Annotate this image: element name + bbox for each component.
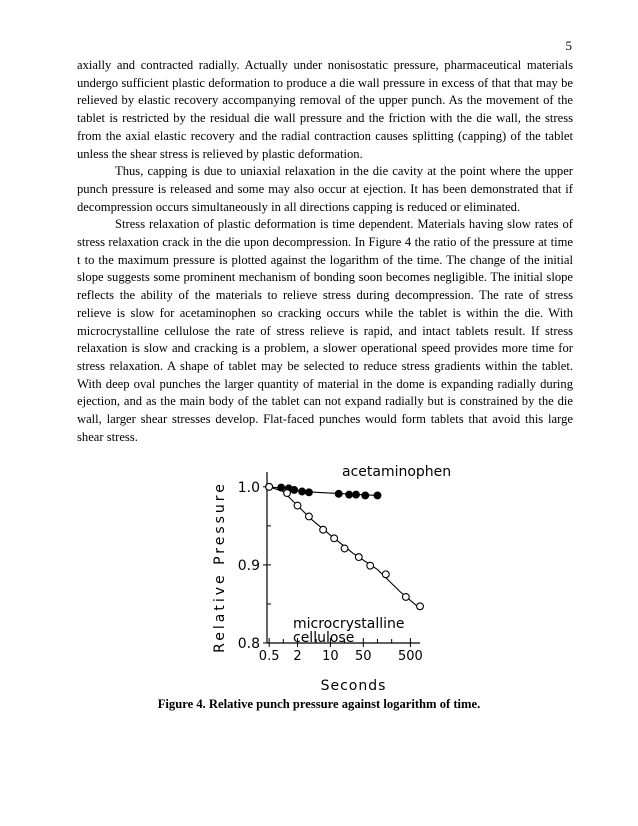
acetaminophen-point xyxy=(306,489,313,496)
acetaminophen-point xyxy=(291,487,298,494)
y-tick-label: 0.9 xyxy=(237,557,260,574)
acetaminophen-point xyxy=(335,490,342,497)
acetaminophen-point xyxy=(278,484,285,491)
microcrystalline-cellulose-point xyxy=(402,594,409,601)
acetaminophen-point xyxy=(353,491,360,498)
microcrystalline-cellulose-point xyxy=(367,562,374,569)
microcrystalline-cellulose-point xyxy=(320,526,327,533)
microcrystalline-cellulose-point xyxy=(266,483,273,490)
acetaminophen-point xyxy=(362,492,369,499)
y-axis-title: Relative Pressure xyxy=(212,481,228,653)
y-tick-label: 1.0 xyxy=(237,479,260,496)
x-tick-label: 500 xyxy=(397,649,423,664)
microcrystalline-cellulose-point xyxy=(355,554,362,561)
microcrystalline-cellulose-point xyxy=(382,571,389,578)
series-label-microcrystalline-cellulose-line2: cellulose xyxy=(293,630,355,646)
x-axis-title: Seconds xyxy=(320,678,387,694)
x-tick-label: 2 xyxy=(293,649,302,664)
microcrystalline-cellulose-point xyxy=(284,490,291,497)
microcrystalline-cellulose-point xyxy=(294,502,301,509)
microcrystalline-cellulose-point xyxy=(341,545,348,552)
relative-pressure-chart xyxy=(190,452,460,700)
figure-4 xyxy=(190,452,460,700)
x-tick-label: 10 xyxy=(322,649,339,664)
y-tick-label: 0.8 xyxy=(237,636,260,652)
microcrystalline-cellulose-point xyxy=(306,513,313,520)
microcrystalline-cellulose-point xyxy=(417,603,424,610)
series-label-microcrystalline-cellulose-line1: microcrystalline xyxy=(293,616,405,632)
page-number: 5 xyxy=(565,38,572,53)
body-text xyxy=(77,57,573,446)
x-tick-label: 50 xyxy=(355,649,372,664)
paragraph-3: Stress relaxation of plastic deformation is time dependent. Materials having slow rates of stress relaxation crack in the die upon decompression. In Figure 4 the ratio of the pressure at time t to the maximum pressure is plotted against the logarithm of the time. The change of the initial slope suggests some prominent mechanism of bonding soon becomes negligible. The initial slope reflects the ability of the materials to relieve stress during decompression. The rate of stress relieve is slow for acetaminophen so cracking occurs while the tablet is within the die. With microcrystalline cellulose the rate of stress relieve is rapid, and intact tablets result. If stress relaxation is slow and cracking is a problem, a slower operational speed provides more time for stress relaxation. A shape of tablet may be selected to reduce stress gradients within the tablet. With deep oval punches the larger quantity of material in the dome is expanding radially during ejection, and as the main body of the tablet can not expand radially but is constrained by the die wall, larger shear stresses develop. Flat-faced punches would form tablets that avoid this large shear stress. xyxy=(77,217,573,444)
x-tick-label: 0.5 xyxy=(258,649,280,664)
acetaminophen-point xyxy=(299,488,306,495)
paragraph-2: Thus, capping is due to uniaxial relaxation in the die cavity at the point where the upper punch pressure is released and some may also occur at ejection. It has been demonstrated that if decompression occurs simultaneously in all directions capping is reduced or eliminated. xyxy=(77,164,573,214)
microcrystalline-cellulose-point xyxy=(331,535,338,542)
series-label-acetaminophen: acetaminophen xyxy=(342,464,452,480)
paragraph-1: axially and contracted radially. Actually under nonisostatic pressure, pharmaceutical materials undergo sufficient plastic deformation to produce a die wall pressure in excess of that that may be relieved by elastic recovery accompanying removal of the upper punch. As the movement of the tablet is restricted by the residual die wall pressure and the friction with the die wall, the stress from the axial elastic recovery and the radial contraction causes splitting (capping) of the tablet unless the shear stress is relieved by plastic deformation. xyxy=(77,58,573,161)
figure-caption: Figure 4. Relative punch pressure against logarithm of time. xyxy=(157,697,481,711)
acetaminophen-point xyxy=(374,492,381,499)
acetaminophen-point xyxy=(346,491,353,498)
